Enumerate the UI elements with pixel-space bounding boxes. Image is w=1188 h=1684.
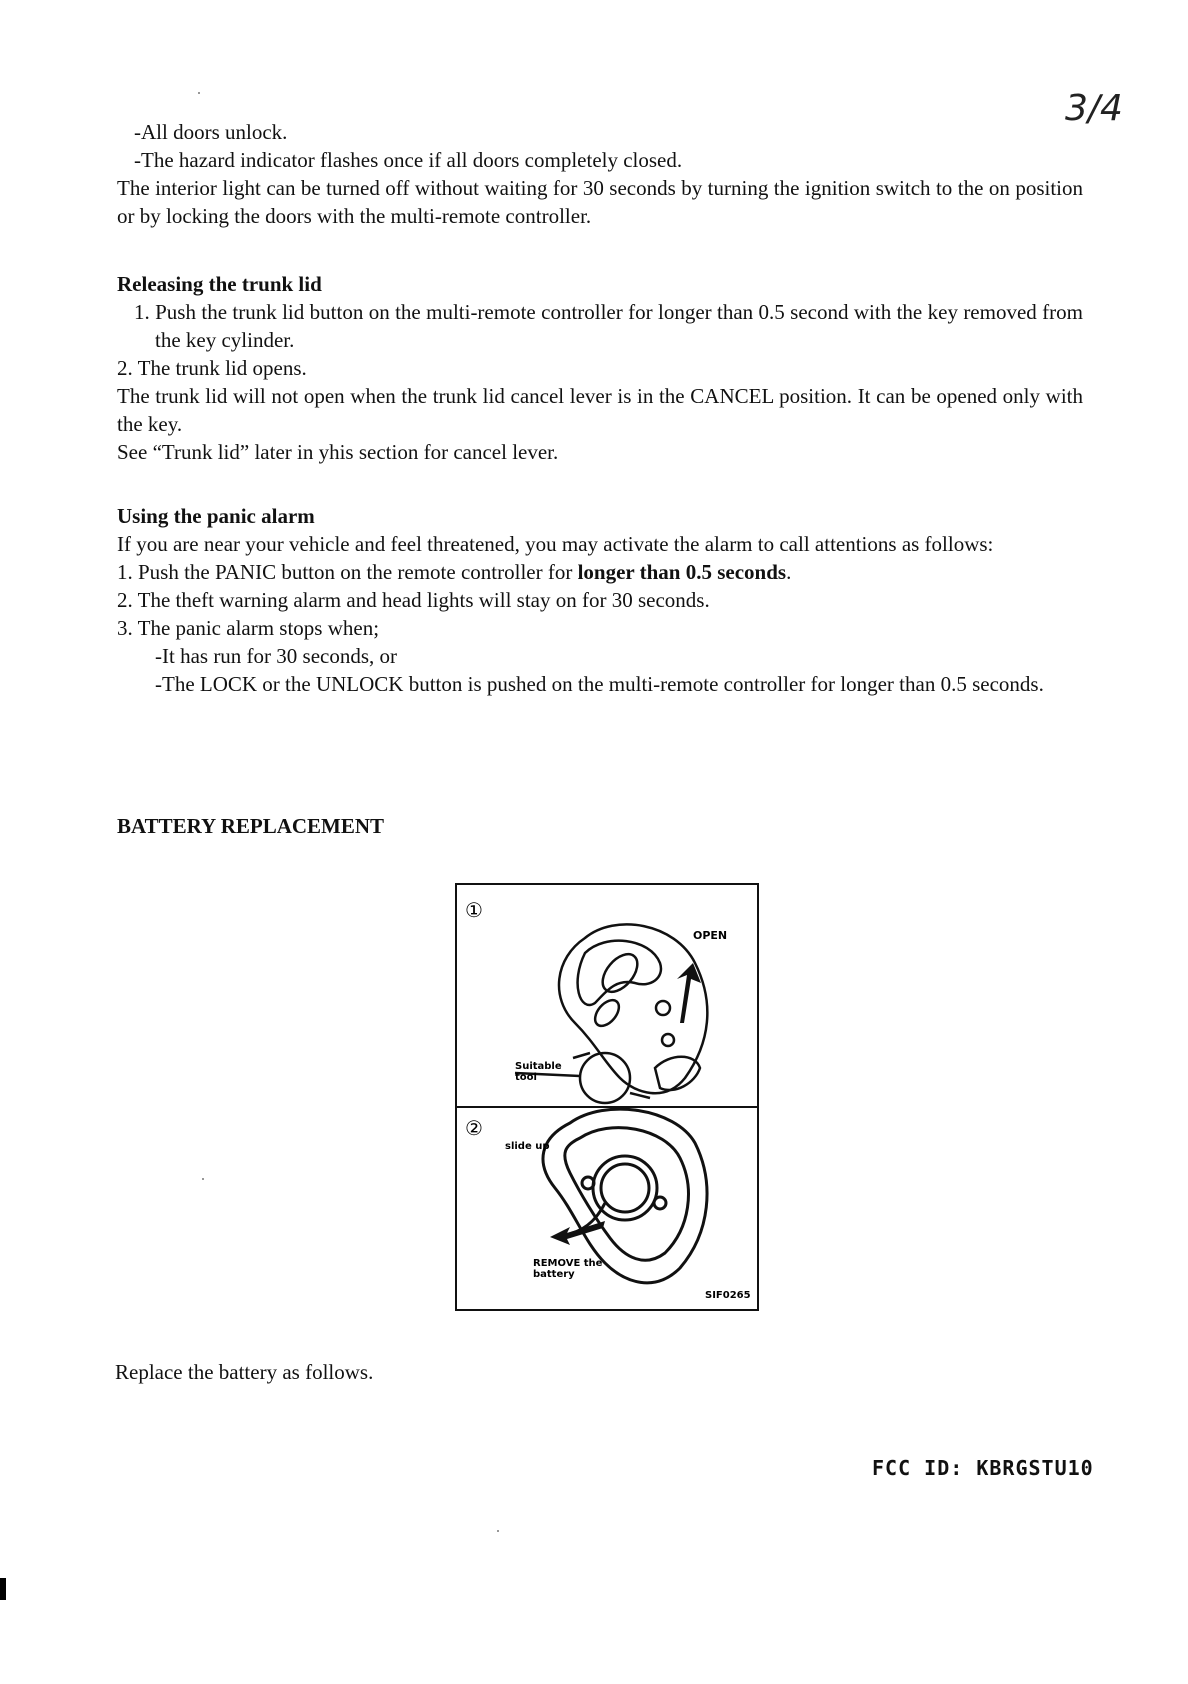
step-1-marker: ①: [465, 898, 483, 922]
figure-frame: [456, 884, 758, 1310]
trunk-paragraph: The trunk lid will not open when the trunk lid cancel lever is in the CANCEL position. It can be opened only with the key.: [117, 384, 1083, 436]
intro-bullet-unlock: -All doors unlock.: [134, 120, 288, 144]
panic-stop-condition-1: -It has run for 30 seconds, or: [155, 644, 398, 668]
panic-stop-condition-2: -The LOCK or the UNLOCK button is pushed on the multi-remote controller for longer than 0.5 seconds.: [155, 672, 1044, 696]
open-arrow-icon: [677, 963, 701, 1023]
battery-replacement-figure: [455, 883, 761, 1312]
intro-paragraph: The interior light can be turned off without waiting for 30 seconds by turning the ignition switch to the on position or by locking the doors with the multi-remote controller.: [117, 176, 1083, 228]
tool-label-2: tool: [515, 1072, 537, 1083]
battery-heading: BATTERY REPLACEMENT: [117, 814, 385, 838]
scan-speck: [198, 92, 200, 94]
panic-step-1-text: 1. Push the PANIC button on the remote controller for: [117, 560, 578, 584]
trunk-see-also: See “Trunk lid” later in yhis section for cancel lever.: [117, 440, 559, 464]
open-case-drawing: [543, 1109, 707, 1283]
panic-paragraph: If you are near your vehicle and feel threatened, you may activate the alarm to call attentions as follows:: [117, 532, 994, 556]
trunk-section: [117, 270, 1083, 466]
panic-step-3: 3. The panic alarm stops when;: [117, 616, 380, 640]
trunk-heading: Releasing the trunk lid: [117, 272, 322, 296]
step-2-marker: ②: [465, 1116, 483, 1140]
trunk-step-2: 2. The trunk lid opens.: [117, 356, 307, 380]
scan-margin-mark: [0, 1578, 6, 1600]
remove-label-2: battery: [533, 1269, 575, 1280]
panic-section: [117, 502, 1083, 698]
remove-label-1: REMOVE the: [533, 1258, 603, 1269]
panic-step-1-end: .: [786, 560, 792, 584]
scan-speck: [497, 1530, 499, 1532]
panic-step-1: [117, 558, 1083, 586]
panic-step-1-emphasis: longer than 0.5 seconds: [577, 560, 787, 584]
battery-section: [117, 812, 1083, 840]
panic-step-2: 2. The theft warning alarm and head lights will stay on for 30 seconds.: [117, 588, 710, 612]
trunk-step-1: 1. Push the trunk lid button on the multi-remote controller for longer than 0.5 second with the key removed from the key cylinder.: [134, 300, 1083, 352]
intro-bullet-hazard: -The hazard indicator flashes once if all doors completely closed.: [134, 148, 683, 172]
tool-label-1: Suitable: [515, 1061, 562, 1072]
slide-label: slide up: [505, 1141, 550, 1152]
fcc-id: FCC ID: KBRGSTU10: [872, 1456, 1094, 1480]
panic-heading: Using the panic alarm: [117, 504, 315, 528]
figure-code: SIF0265: [705, 1290, 751, 1301]
battery-caption: Replace the battery as follows.: [115, 1360, 374, 1384]
intro-section: [117, 118, 1083, 230]
scan-speck: [202, 1178, 204, 1180]
open-label: OPEN: [693, 929, 728, 942]
page-number: 3/4: [1065, 88, 1123, 129]
